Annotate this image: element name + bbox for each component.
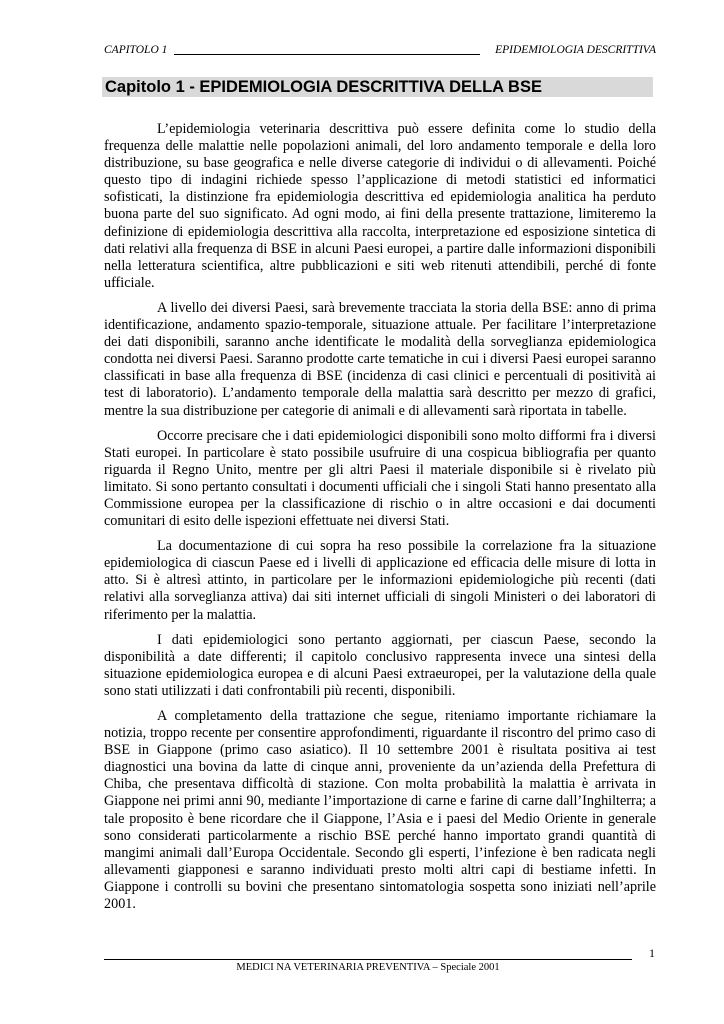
header-section: EPIDEMIOLOGIA DESCRITTIVA (495, 44, 656, 56)
paragraph: I dati epidemiologici sono pertanto aggiornati, per ciascun Paese, secondo la disponibilità a date differenti; il capitolo conclusivo rappresenta invece una sintesi della situazione epidemiologica europea e di alcuni Paesi extraeuropei, per la valutazione della quale sono stati utilizzati i dati confrontabili più recenti, disponibili. (104, 631, 656, 699)
header-chapter: CAPITOLO 1 (104, 44, 168, 56)
paragraph: A livello dei diversi Paesi, sarà brevemente tracciata la storia della BSE: anno di prima identificazione, andamento spazio-temporale, situazione attuale. Per facilitare l’interpretazione dei dati disponibili, saranno anche identificate le modalità della sorveglianza epidemiologica condotta nei diversi Paesi. Saranno prodotte carte tematiche in cui i diversi Paesi europei saranno classificati in base alla frequenza di BSE (incidenza di casi clinici e percentuali di positività ai test di laboratorio). L’andamento temporale della malattia sarà descritto per mezzo di grafici, mentre la sua distribuzione per categorie di animali e di allevamenti sarà riportata in tabelle. (104, 299, 656, 419)
chapter-title: Capitolo 1 - EPIDEMIOLOGIA DESCRITTIVA DELLA BSE (102, 77, 653, 97)
running-header (104, 42, 656, 58)
page-number: 1 (649, 946, 655, 960)
body-text (104, 121, 656, 921)
paragraph: L’epidemiologia veterinaria descrittiva può essere definita come lo studio della frequenza delle malattie nelle popolazioni animali, del loro andamento temporale e della loro distribuzione, su base geografica e nelle diverse categorie di individui o di allevamenti. Poiché questo tipo di indagini richiede spesso l’applicazione di metodi statistici ed informatici sofisticati, la distinzione fra epidemiologia descrittiva ed epidemiologia analitica ha perduto buona parte del suo significato. Ad ogni modo, ai fini della presente trattazione, limiteremo la definizione di epidemiologia descrittiva alla raccolta, interpretazione ed esposizione sintetica di dati relativi alla frequenza di BSE in alcuni Paesi europei, a partire dalle informazioni disponibili nella letteratura scientifica, altre pubblicazioni e siti web ritenuti attendibili, perché di fonte ufficiale. (104, 121, 656, 291)
running-footer: MEDICI NA VETERINARIA PREVENTIVA – Speciale 2001 (236, 962, 500, 973)
footer-rule (104, 959, 632, 960)
paragraph: A completamento della trattazione che segue, riteniamo importante richiamare la notizia, troppo recente per consentire approfondimenti, riguardante il riscontro del primo caso di BSE in Giappone (primo caso asiatico). Il 10 settembre 2001 è risultata positiva ai test diagnostici una bovina da latte di cinque anni, proveniente da un’azienda della Prefettura di Chiba, che presentava difficoltà di stazione. Con molta probabilità la malattia è arrivata in Giappone nei primi anni 90, mediante l’importazione di carne e farine di carne dall’Inghilterra; a tale proposito è bene ricordare che il Giappone, l’Asia e i paesi del Medio Oriente in generale sono considerati particolarmente a rischio BSE perché hanno importato grandi quantità di mangimi animali dall’Europa Occidentale. Secondo gli esperti, l’infezione è ben radicata negli allevamenti giapponesi e saranno individuati presto molti altri capi di bestiame infetti. In Giappone i controlli su bovini che presentano sintomatologia sospetta sono iniziati nell’aprile 2001. (104, 708, 656, 913)
paragraph: La documentazione di cui sopra ha reso possibile la correlazione fra la situazione epidemiologica di ciascun Paese ed i livelli di applicazione ed efficacia delle misure di lotta in atto. Si è altresì attinto, in particolare per le informazioni epidemiologiche più recenti (dati relativi alla sorveglianza attiva) dai siti internet ufficiali di singoli Ministeri o dei laboratori di riferimento per la malattia. (104, 538, 656, 623)
header-rule (174, 54, 480, 55)
paragraph: Occorre precisare che i dati epidemiologici disponibili sono molto difformi fra i diversi Stati europei. In particolare è stato possibile usufruire di una cospicua bibliografia per quanto riguarda il Regno Unito, mentre per gli altri Paesi il materiale disponibile si è rivelato più limitato. Si sono pertanto consultati i documenti ufficiali che i singoli Stati hanno presentato alla Commissione europea per la classificazione di rischio o in altre occasioni e dai documenti comunitari di esito delle ispezioni effettuate nei diversi Stati. (104, 427, 656, 530)
